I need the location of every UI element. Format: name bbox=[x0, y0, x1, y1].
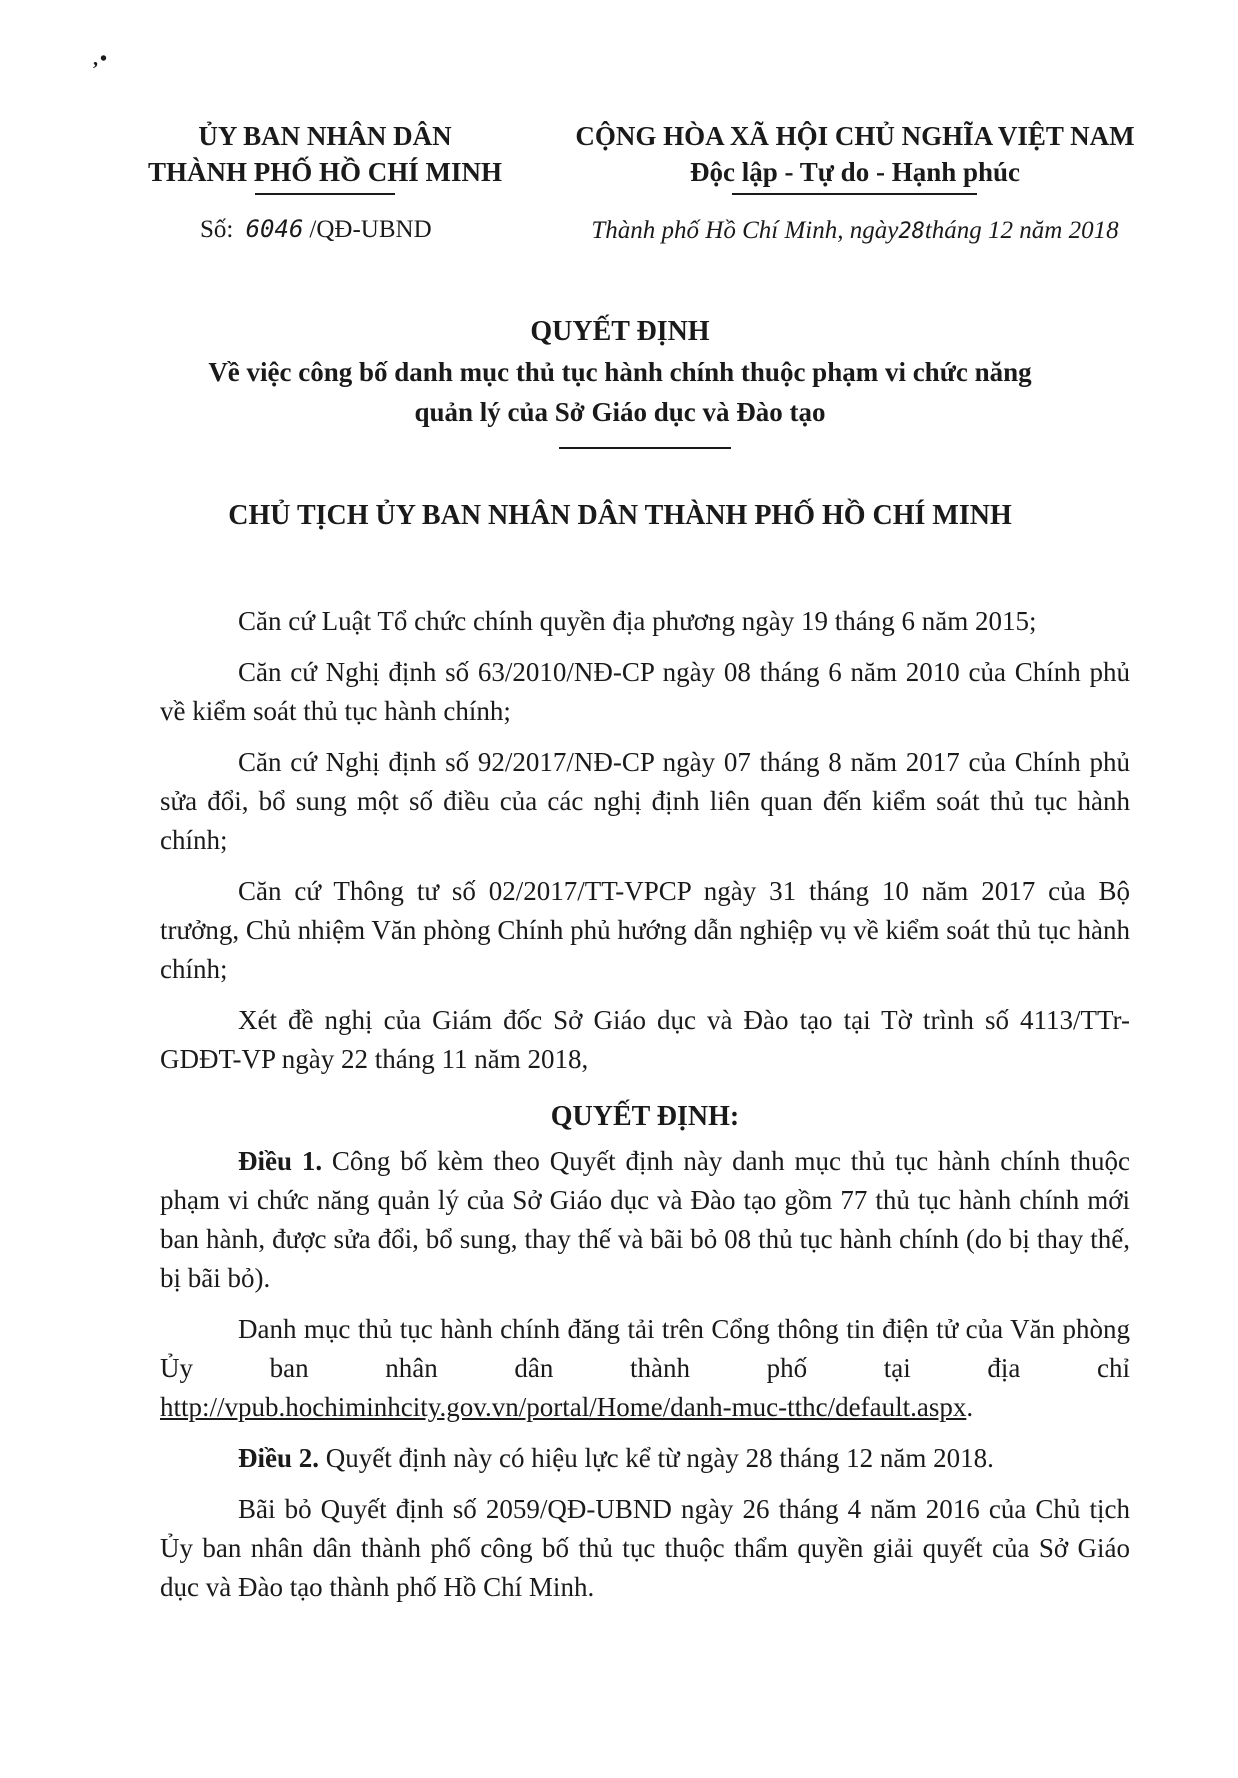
decision-heading: QUYẾT ĐỊNH: bbox=[550, 1101, 740, 1132]
issuing-authority-underline bbox=[255, 193, 395, 195]
doc-number-handwritten: 6046 bbox=[245, 215, 304, 243]
subject-line2: quản lý của Sở Giáo dục và Đào tạo bbox=[414, 397, 826, 427]
document-body bbox=[160, 602, 1130, 1619]
article-2-label: Điều 2. bbox=[238, 1443, 319, 1473]
issuing-authority-line2: THÀNH PHỐ HỒ CHÍ MINH bbox=[147, 157, 502, 187]
article-2-para2: Bãi bỏ Quyết định số 2059/QĐ-UBND ngày 26 tháng 4 năm 2016 của Chủ tịch Ủy ban nhân dân thành phố công bố thủ tục thuộc thẩm quyền giải quyết của Sở Giáo dục và Đào tạo thành phố Hồ Chí Minh. bbox=[160, 1494, 1130, 1602]
legal-basis-3: Căn cứ Nghị định số 92/2017/NĐ-CP ngày 07 tháng 8 năm 2017 của Chính phủ sửa đổi, bổ sung một số điều của các nghị định liên quan đến kiểm soát thủ tục hành chính; bbox=[160, 747, 1130, 855]
title-block bbox=[140, 312, 1100, 432]
legal-basis-2: Căn cứ Nghị định số 63/2010/NĐ-CP ngày 08 tháng 6 năm 2010 của Chính phủ về kiểm soát thủ tục hành chính; bbox=[160, 657, 1130, 726]
place-date-before: Thành phố Hồ Chí Minh, ngày bbox=[591, 217, 899, 244]
place-and-date bbox=[555, 217, 1155, 245]
national-title: CỘNG HÒA XÃ HỘI CHỦ NGHĨA VIỆT NAM bbox=[575, 121, 1135, 151]
article-1 bbox=[160, 1142, 1130, 1298]
place-date-day-handwritten: 28 bbox=[898, 219, 925, 244]
doc-number-suffix: /QĐ-UBND bbox=[309, 216, 432, 243]
article-1-label: Điều 1. bbox=[238, 1146, 323, 1176]
portal-link[interactable]: http://vpub.hochiminhcity.gov.vn/portal/Home/danh-muc-tthc/default.aspx bbox=[160, 1392, 967, 1422]
portal-link-end: . bbox=[966, 1392, 974, 1422]
legal-basis-5: Xét đề nghị của Giám đốc Sở Giáo dục và Đào tạo tại Tờ trình số 4113/TTr-GDĐT-VP ngày 22 tháng 11 năm 2018, bbox=[160, 1005, 1130, 1074]
legal-basis-4: Căn cứ Thông tư số 02/2017/TT-VPCP ngày 31 tháng 10 năm 2017 của Bộ trưởng, Chủ nhiệm Văn phòng Chính phủ hướng dẫn nghiệp vụ về kiểm soát thủ tục hành chính; bbox=[160, 876, 1130, 984]
article-2 bbox=[160, 1439, 1130, 1478]
motto-line: Độc lập - Tự do - Hạnh phúc bbox=[689, 157, 1021, 187]
signing-authority: CHỦ TỊCH ỦY BAN NHÂN DÂN THÀNH PHỐ HỒ CHÍ MINH bbox=[228, 500, 1012, 531]
legal-basis-1: Căn cứ Luật Tổ chức chính quyền địa phương ngày 19 tháng 6 năm 2015; bbox=[238, 606, 1037, 636]
document-number bbox=[200, 215, 432, 244]
article-1-para2-text: Danh mục thủ tục hành chính đăng tải trên Cổng thông tin điện tử của Văn phòng Ủy ban nhân dân thành phố tại địa chỉ bbox=[160, 1314, 1130, 1383]
doc-number-prefix: Số: bbox=[200, 216, 234, 243]
issuing-authority-line1: ỦY BAN NHÂN DÂN bbox=[198, 121, 452, 151]
subject-line1: Về việc công bố danh mục thủ tục hành chính thuộc phạm vi chức năng bbox=[208, 357, 1032, 387]
article-1-text: Công bố kèm theo Quyết định này danh mục thủ tục hành chính thuộc phạm vi chức năng quản lý của Sở Giáo dục và Đào tạo gồm 77 thủ tục hành chính mới ban hành, được sửa đổi, bổ sung, thay thế và bãi bỏ 08 thủ tục hành chính (do bị thay thế, bị bãi bỏ). bbox=[160, 1146, 1131, 1293]
motto-underline bbox=[732, 193, 977, 195]
place-date-after: tháng 12 năm 2018 bbox=[924, 217, 1119, 244]
title-divider bbox=[559, 447, 731, 449]
scan-mark: ,• bbox=[93, 48, 110, 70]
article-2-text: Quyết định này có hiệu lực kể từ ngày 28 tháng 12 năm 2018. bbox=[325, 1443, 994, 1473]
issuing-authority bbox=[130, 118, 520, 190]
national-motto bbox=[555, 118, 1155, 190]
article-1-para2 bbox=[160, 1310, 1130, 1427]
document-title: QUYẾT ĐỊNH bbox=[530, 316, 710, 347]
